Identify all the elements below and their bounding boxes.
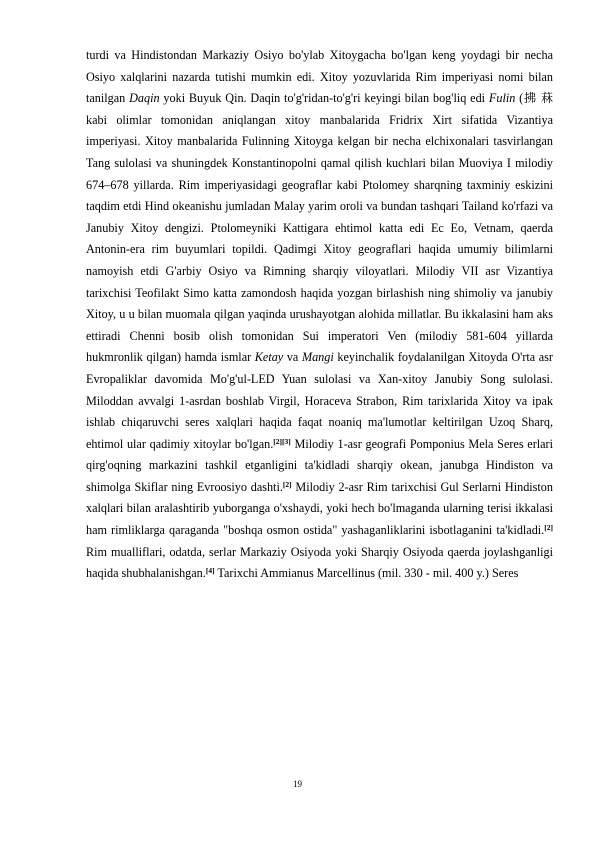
text-segment: yoki Buyuk Qin. Daqin to'g'ridan-to'g'ri keyingi bilan bog'liq edi — [159, 91, 489, 106]
italic-term-mangi: Mangi — [301, 350, 334, 365]
text-segment: va — [283, 350, 302, 365]
text-segment: Tarixchi Ammianus Marcellinus (mil. 330 - mil. 400 y.) Seres — [214, 566, 519, 581]
text-segment: Milodiy 2-asr Rim tarixchisi Gul Serlarni Hindiston xalqlari bilan aralashtirib yuborganga o'xshaydi, yoki hech bo'lmaganda ularning terisi ikkalasi ham rimliklarga qaraganda "boshqa osmon ostida" yashaganliklarini isbotlaganini ta'kidladi. — [86, 479, 553, 538]
text-segment: turdi va Hindistondan Markaziy Osiyo bo'ylab Xitoygacha bo'lgan keng yoydagi bir necha Osiyo xalqlarini nazarda tutishi mumkin edi. Xitoy yozuvlarida Rim imperiyasi nomi bilan tanilgan — [86, 48, 553, 106]
text-segment: Rim mualliflari, odatda, serlar Markaziy Osiyoda yoki Sharqiy Osiyoda qaerda joylashganligi haqida shubhalanishgan. — [86, 544, 553, 581]
italic-term-daqin: Daqin — [129, 91, 160, 106]
footnote-reference: [2] — [544, 523, 553, 533]
text-segment: Milodiy 1-asr geografi Pomponius Mela Seres erlari qirg'oqning markazini tashkil etganligini ta'kidladi sharqiy okean, janubga Hindiston va shimolga Skiflar ning Evroosiyo dashti. — [86, 436, 553, 494]
footnote-reference: [4] — [205, 566, 215, 576]
italic-term-ketay: Ketay — [254, 350, 284, 365]
body-paragraph — [86, 45, 553, 585]
italic-term-fulin: Fulin — [488, 91, 516, 106]
text-segment: keyinchalik foydalanilgan Xitoyda O'rta asr Evropaliklar davomida Mo'g'ul-LED Yuan sulolasi va Xan-xitoy Janubiy Song sulolasi. Miloddan avvalgi 1-asrdan boshlab Virgil, Horaceva Strabon, Rim tarixlarida Xitoy va ipak ishlab chiqaruvchi seres xalqlari haqida faqat noaniq ma'lumotlar keltirilgan Uzoq Sharq, ehtimol ular qadimiy xitoylar bo'lgan. — [86, 350, 553, 451]
page-number: 19 — [293, 779, 302, 789]
footnote-reference: [2] — [282, 479, 292, 489]
text-segment: (拂 菻 kabi olimlar tomonidan aniqlangan xitoy manbalarida Fridrix Xirt sifatida Vizantiya imperiyasi. Xitoy manbalarida Fulinning Xitoyga kelgan bir necha elchixonalari tasvirlangan Tang sulolasi va shuningdek Konstantinopolni qamal qilish kuchlari bilan Muoviya I milodiy 674–678 yillarda. Rim imperiyasidagi geograflar kabi Ptolomey sharqning taxminiy eskizini taqdim etdi Hind okeanishu jumladan Malay yarim oroli va bundan tashqari Tailand ko'rfazi va Janubiy Xitoy dengizi. Ptolomeyniki Kattigara ehtimol katta edi Ec Eo, Vetnam, qaerda Antonin-era rim buyumlari topildi. Qadimgi Xitoy geograflari haqida umumiy bilimlarni namoyish etdi G'arbiy Osiyo va Rimning sharqiy viloyatlari. Milodiy VII asr Vizantiya tarixchisi Teofilakt Simo katta zamondosh haqida yozgan birlashish ning shimoliy va janubiy Xitoy, u u bilan muomala qilgan yaqinda urushayotgan alohida millatlar. Bu ikkalasini ham aks ettiradi Chenni bosib olish tomonidan Sui imperatori Ven (milodiy 581-604 yillarda hukmronlik qilgan) hamda ismlar — [86, 91, 554, 365]
footnote-reference: [2][3] — [273, 436, 291, 446]
